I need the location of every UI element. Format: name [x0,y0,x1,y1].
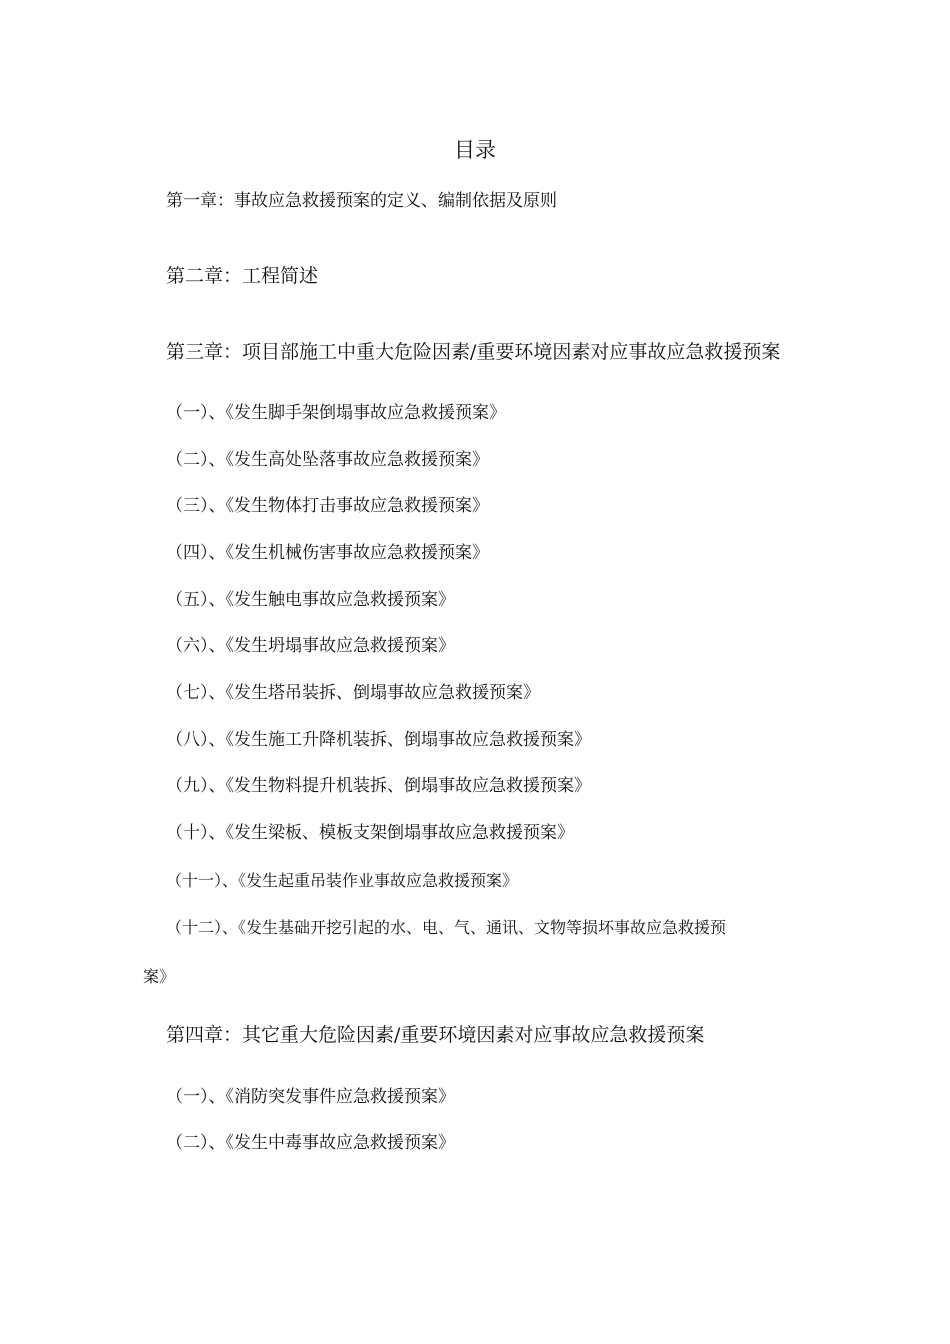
toc-item-4-2: （二）、《发生中毒事故应急救援预案》 [166,1133,455,1153]
toc-item-4-1: （一）、《消防突发事件应急救援预案》 [166,1087,455,1107]
toc-item-3-7: （七）、《发生塔吊装拆、倒塌事故应急救援预案》 [166,683,540,703]
toc-item-3-5: （五）、《发生触电事故应急救援预案》 [166,590,455,610]
toc-item-3-12-continued: 案》 [143,967,176,986]
toc-item-3-4: （四）、《发生机械伤害事故应急救援预案》 [166,543,489,563]
toc-chapter-3: 第三章：项目部施工中重大危险因素/重要环境因素对应事故应急救援预案 [166,341,781,363]
toc-chapter-4: 第四章：其它重大危险因素/重要环境因素对应事故应急救援预案 [166,1024,705,1046]
toc-item-3-3: （三）、《发生物体打击事故应急救援预案》 [166,496,489,516]
toc-chapter-1: 第一章：事故应急救援预案的定义、编制依据及原则 [166,191,557,211]
toc-item-3-10: （十）、《发生梁板、模板支架倒塌事故应急救援预案》 [166,823,574,843]
toc-item-3-8: （八）、《发生施工升降机装拆、倒塌事故应急救援预案》 [166,730,591,750]
toc-item-3-12: （十二）、《发生基础开挖引起的水、电、气、通讯、文物等损坏事故应急救援预 [166,918,727,937]
toc-item-3-2: （二）、《发生高处坠落事故应急救援预案》 [166,450,489,470]
toc-chapter-2: 第二章：工程简述 [166,265,319,287]
toc-item-3-9: （九）、《发生物料提升机装拆、倒塌事故应急救援预案》 [166,776,591,796]
toc-item-3-6: （六）、《发生坍塌事故应急救援预案》 [166,636,455,656]
page-title: 目录 [454,138,496,162]
toc-item-3-11: （十一）、《发生起重吊装作业事故应急救援预案》 [166,871,519,890]
toc-item-3-1: （一）、《发生脚手架倒塌事故应急救援预案》 [166,403,506,423]
